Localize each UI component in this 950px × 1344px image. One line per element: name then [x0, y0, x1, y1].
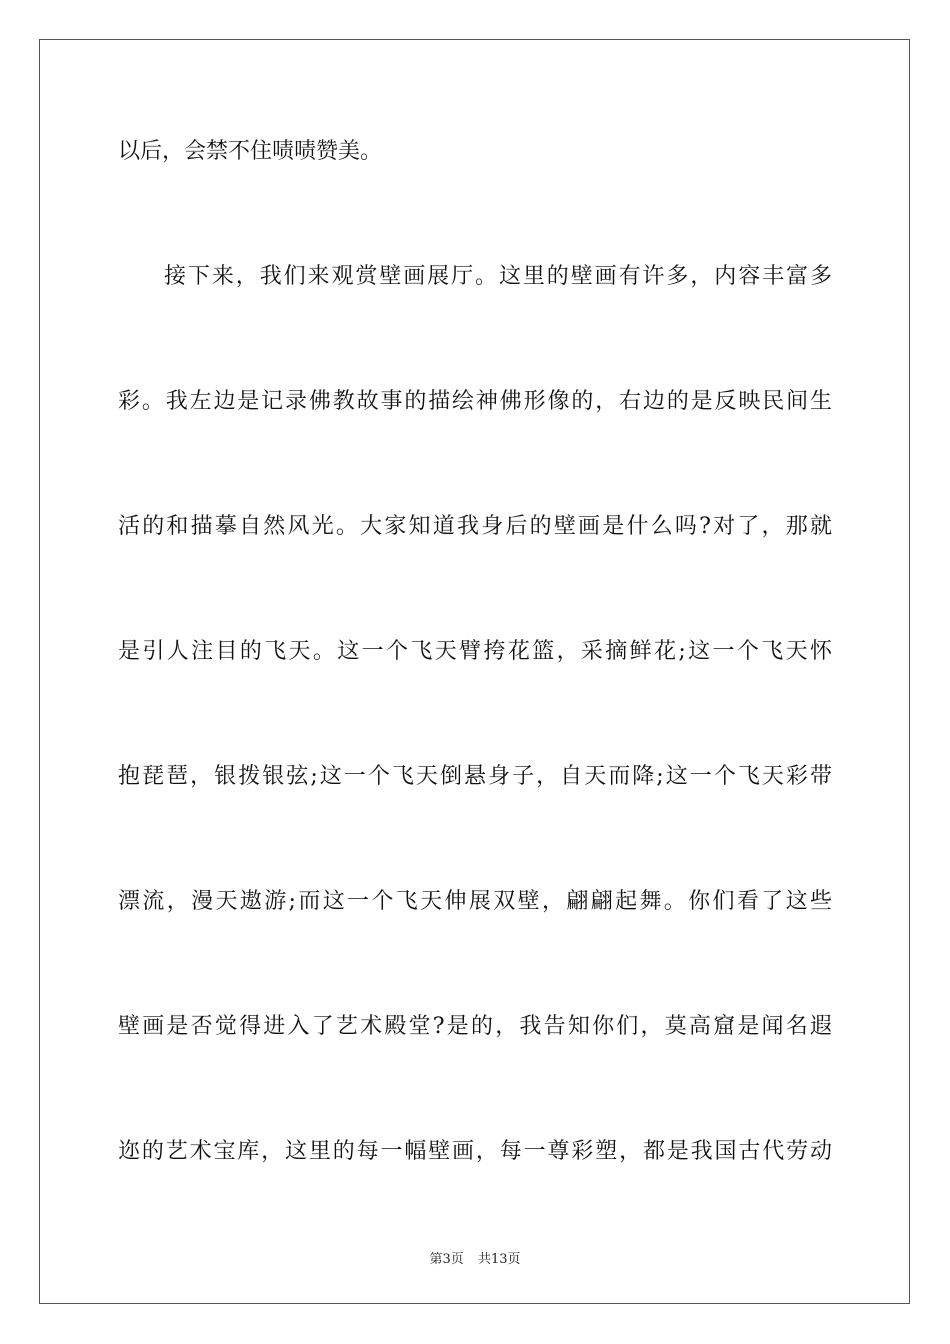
text-line-8: 壁画是否觉得进入了艺术殿堂?是的，我告知你们，莫高窟是闻名遐 [118, 1014, 832, 1039]
text-line-7: 漂流，漫天遨游;而这一个飞天伸展双壁，翩翩起舞。你们看了这些 [118, 889, 832, 914]
text-line-1: 以后，会禁不住啧啧赞美。 [118, 139, 383, 164]
text-line-2: 接下来，我们来观赏壁画展厅。这里的壁画有许多，内容丰富多 [164, 264, 832, 289]
text-line-9: 迩的艺术宝库，这里的每一幅壁画，每一尊彩塑，都是我国古代劳动 [118, 1139, 832, 1164]
page-border [39, 39, 910, 1304]
text-line-3: 彩。我左边是记录佛教故事的描绘神佛形像的，右边的是反映民间生 [118, 389, 832, 414]
page-number: 第3页 [429, 1252, 464, 1267]
page-total: 共13页 [477, 1252, 521, 1267]
text-line-6: 抱琵琶，银拨银弦;这一个飞天倒悬身子，自天而降;这一个飞天彩带 [118, 764, 832, 789]
page-footer [0, 1248, 950, 1267]
text-line-5: 是引人注目的飞天。这一个飞天臂挎花篮，采摘鲜花;这一个飞天怀 [118, 639, 832, 664]
text-line-4: 活的和描摹自然风光。大家知道我身后的壁画是什么吗?对了，那就 [118, 514, 832, 539]
